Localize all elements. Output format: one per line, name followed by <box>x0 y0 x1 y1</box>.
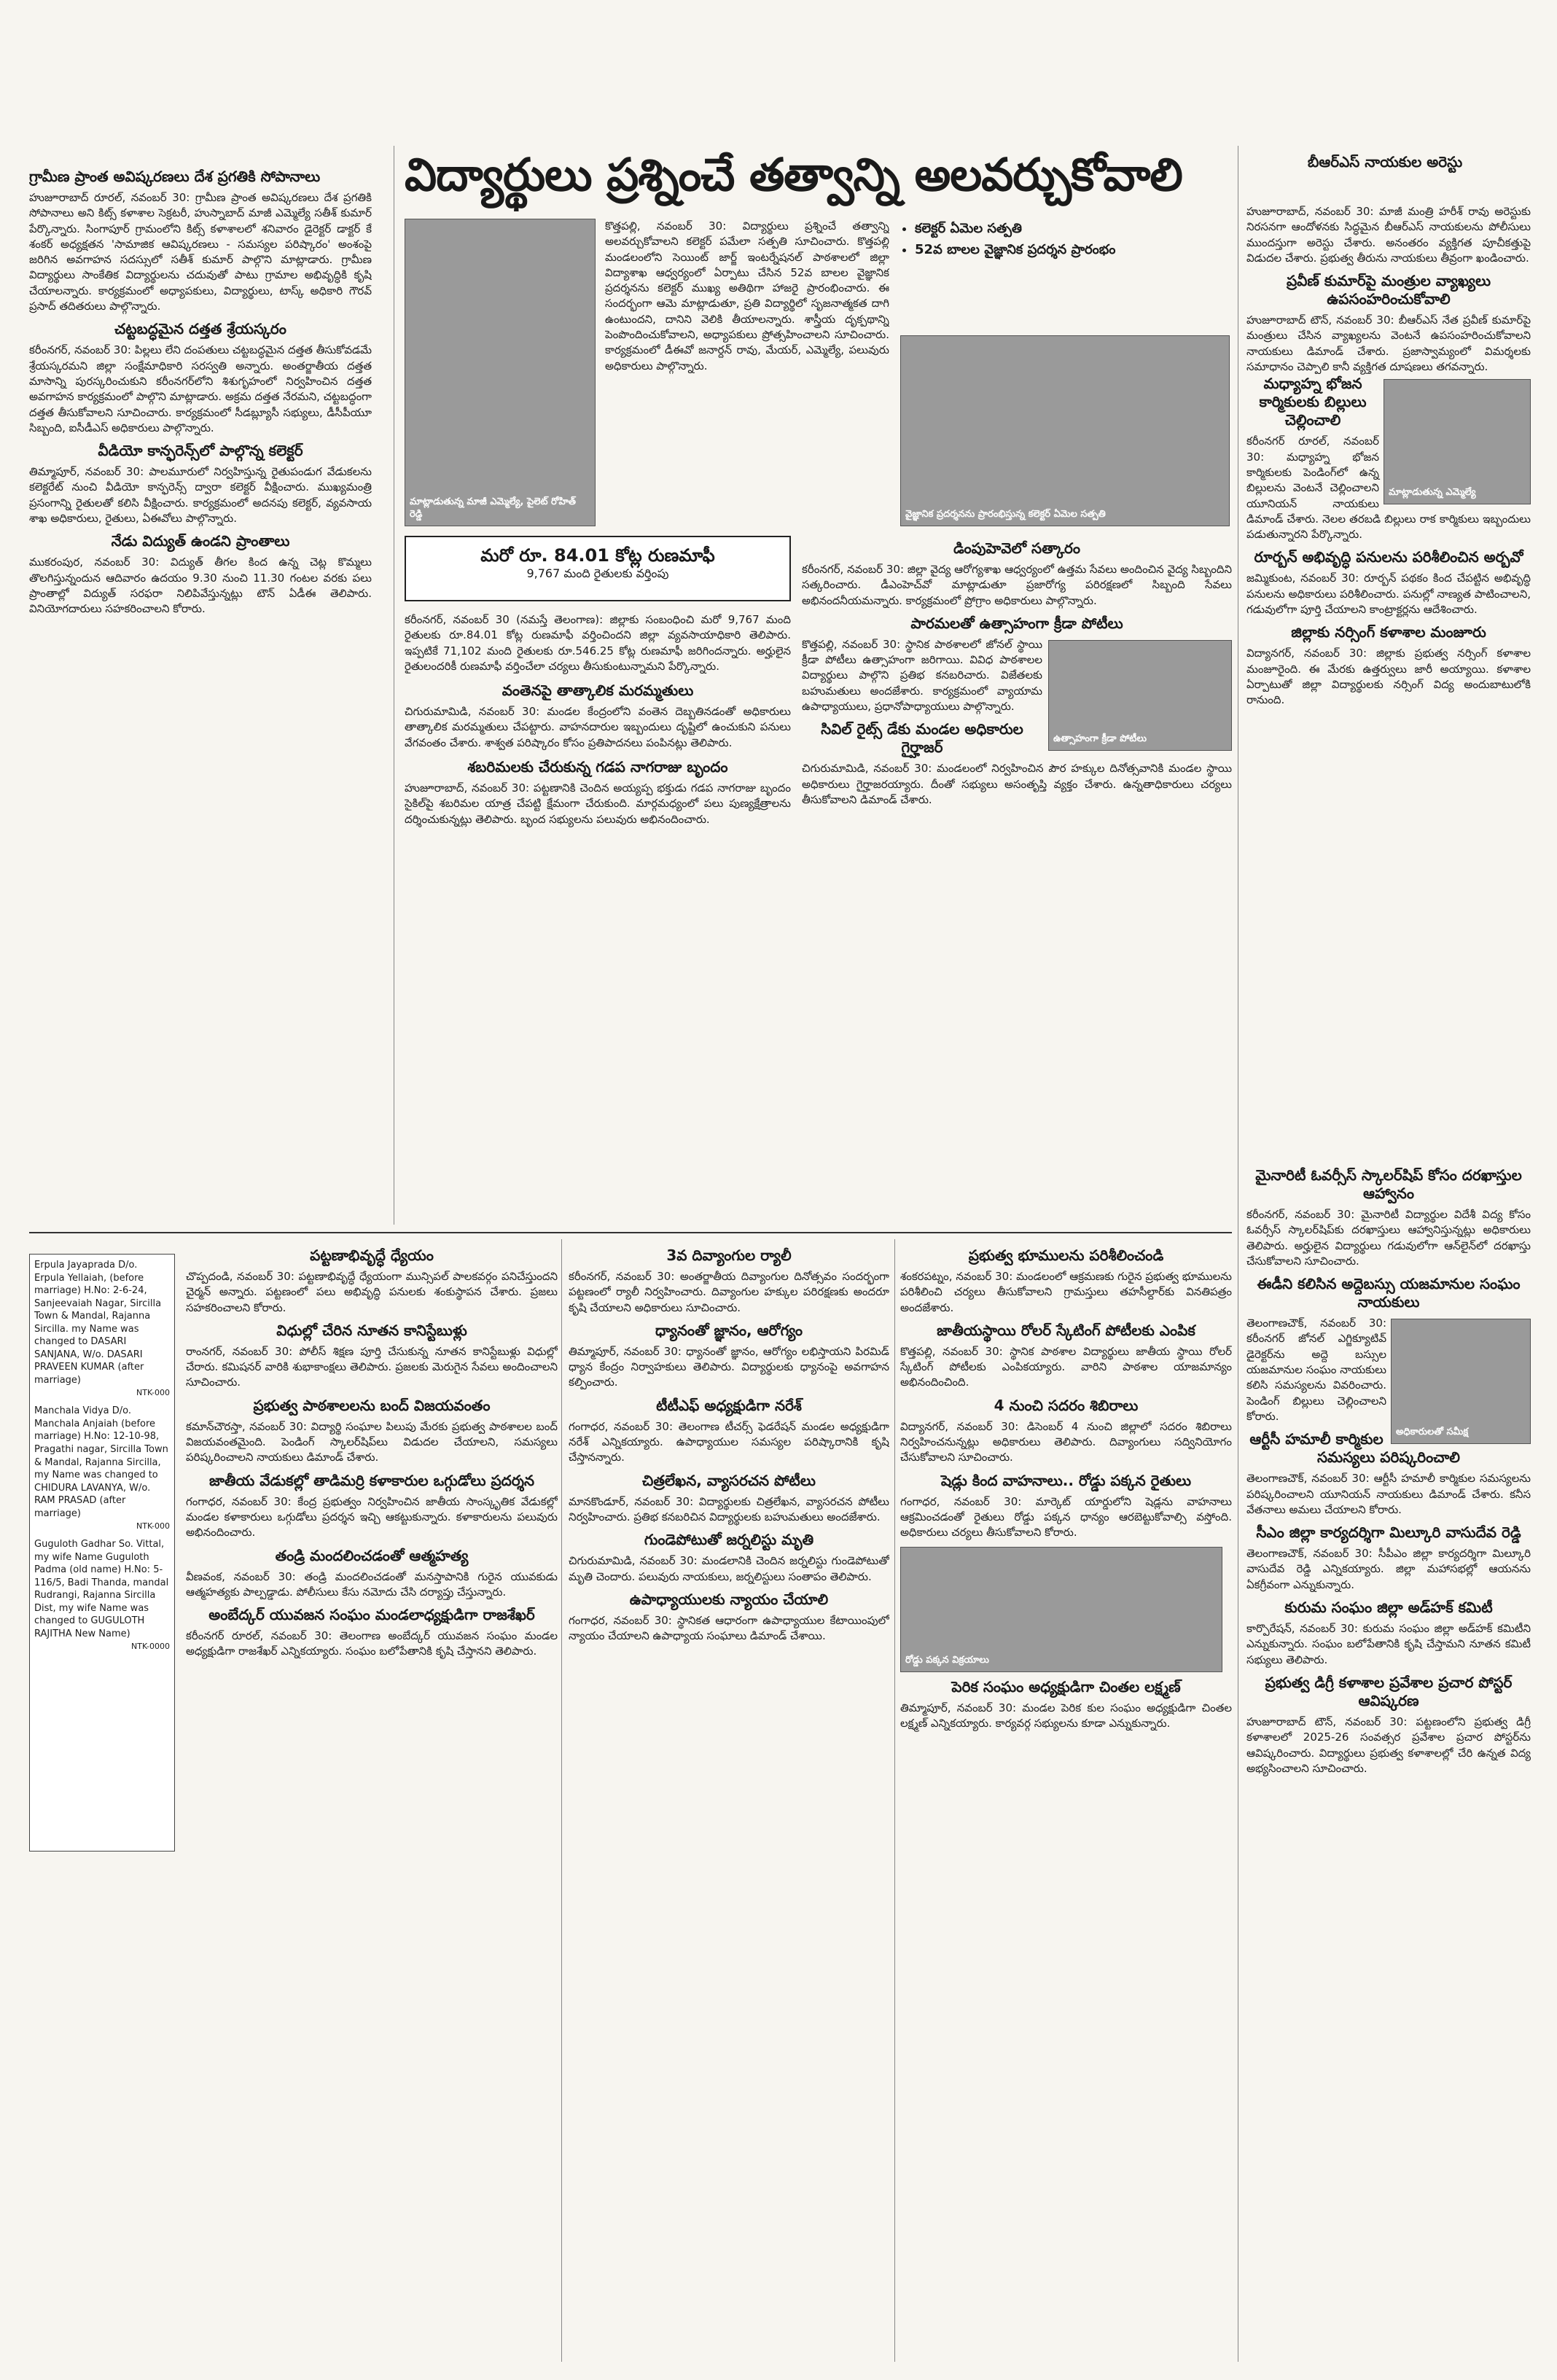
article-18: తెలంగాణచౌక్, నవంబర్ 30: ఆర్టీసీ హమాలీ కార్మికుల సమస్యలను పరిష్కరించాలని యూనియన్ నాయకులు డిమాండ్ చేశారు. కనీస వేతనాలు అమలు చేయాలని కోరారు. <box>1246 1472 1531 1516</box>
section-divider <box>29 1232 1232 1233</box>
classified-ads <box>29 1254 175 1852</box>
article-27: కరీంనగర్ రూరల్, నవంబర్ 30: తెలంగాణ అంబేద్కర్ యువజన సంఘం మండల అధ్యక్షుడిగా రాజశేఖర్ ఎన్నికయ్యారు. సంఘం బలోపేతానికి కృషి చేస్తానని తెలిపారు. <box>186 1629 558 1658</box>
loan-waiver-sub: 9,767 మంది రైతులకు వర్తింపు <box>526 566 669 580</box>
photo-former-mla <box>405 219 596 526</box>
headline-13: మధ్యాహ్న భోజన కార్మికులకు బిల్లులు చెల్లించాలి <box>1259 375 1367 429</box>
middle-right-column <box>802 539 1232 1181</box>
bullet-0: • కలెక్టర్ ఏమెల సత్పతి <box>915 219 1126 240</box>
article-19: తెలంగాణచౌక్, నవంబర్ 30: సీపీఎం జిల్లా కార్యదర్శిగా మిల్కూరి వాసుదేవ రెడ్డి ఎన్నికయ్యారు. జిల్లా మహాసభల్లో ఆయనను ఏకగ్రీవంగా ఎన్నుకున్నారు. <box>1246 1547 1531 1591</box>
article-2: తిమ్మాపూర్, నవంబర్ 30: పాలమూరులో నిర్వహిస్తున్న రైతుపండుగ వేడుకలను కలెక్టరేట్ నుంచి వీడియో కాన్ఫరెన్స్ ద్వారా కలెక్టర్ వీక్షించారు. ముఖ్యమంత్రి ప్రసంగాన్ని రైతులతో కలిసి వీక్షించారు. కార్యక్రమంలో అదనపు కలెక్టర్, వ్యవసాయ శాఖ అధికారులు, రైతులు, ఏఈవోలు పాల్గొన్నారు. <box>29 465 372 526</box>
article-23: రాంనగర్, నవంబర్ 30: పోలీస్ శిక్షణ పూర్తి చేసుకున్న నూతన కానిస్టేబుళ్లు విధుల్లో చేరారు. కమిషనర్ వారికి శుభాకాంక్షలు తెలిపారు. ప్రజలకు మెరుగైన సేవలు అందించాలని సూచించారు. <box>186 1344 558 1389</box>
headline-17: ఈడీని కలిసిన అద్దెబస్సు యజమానుల సంఘం నాయకులు <box>1257 1275 1521 1311</box>
photo-meeting <box>1391 1319 1531 1444</box>
headline-20: కురుమ సంఘం జిల్లా అడ్‌హక్ కమిటీ <box>1284 1599 1493 1617</box>
ad-1-code: NTK-000 <box>136 1521 170 1532</box>
article-21: హుజూరాబాద్ టౌన్, నవంబర్ 30: పట్టణంలోని ప్రభుత్వ డిగ్రీ కళాశాలలో 2025-26 సంవత్సర ప్రవేశాల ప్రచార పోస్టర్‌ను ఆవిష్కరించారు. విద్యార్థులు ప్రభుత్వ కళాశాలల్లో చేరి ఉన్నత విద్య అభ్యసించాలని సూచించారు. <box>1246 1714 1531 1775</box>
headline-29: ధ్యానంతో జ్ఞానం, ఆరోగ్యం <box>655 1321 803 1339</box>
article-5: కరీంనగర్, నవంబర్ 30 (నమస్తే తెలంగాణ): జిల్లాకు సంబంధించి మరో 9,767 మంది రైతులకు రూ.84.01 కోట్ల రుణమాఫీ వర్తించిందని జిల్లా వ్యవసాయాధికారి తెలిపారు. ఇప్పటికే 71,102 మంది రైతులకు రూ.546.25 కోట్ల రుణమాఫీ జరిగిందన్నారు. అర్హులైన రైతులందరికీ రుణమాఫీ వర్తించేలా చర్యలు తీసుకుంటున్నామని పేర్కొన్నారు. <box>405 613 791 673</box>
photo-caption: అధికారులతో సమీక్ష <box>1396 1427 1469 1438</box>
bullets-box <box>900 219 1126 328</box>
article-7: హుజూరాబాద్, నవంబర్ 30: పట్టణానికి చెందిన అయ్యప్ప భక్తుడు గడప నాగరాజు బృందం సైకిల్‌పై శబరిమల యాత్ర చేపట్టి క్షేమంగా చేరుకుంది. మార్గమధ్యంలో పలు పుణ్యక్షేత్రాలను దర్శించుకున్నట్లు తెలిపారు. బృంద సభ్యులను పలువురు అభినందించారు. <box>405 781 791 826</box>
column-rule <box>561 1239 562 2362</box>
headline-23: విధుల్లో చేరిన నూతన కానిస్టేబుళ్లు <box>276 1321 467 1339</box>
article-10: చిగురుమామిడి, నవంబర్ 30: మండలంలో నిర్వహించిన పౌర హక్కుల దినోత్సవానికి మండల స్థాయి అధికారులు గైర్హాజరయ్యారు. దీంతో సభ్యులు అసంతృప్తి వ్యక్తం చేశారు. ఉన్నతాధికారులు చర్యలు తీసుకోవాలని డిమాండ్ చేశారు. <box>802 762 1232 806</box>
headline-32: గుండెపోటుతో జర్నలిస్టు మృతి <box>644 1531 814 1549</box>
article-37: గంగాధర, నవంబర్ 30: మార్కెట్ యార్డులోని షెడ్లను వాహనాలు ఆక్రమించడంతో రైతులు రోడ్డు పక్కన ధాన్యం ఆరబెట్టుకోవాల్సి వస్తోంది. అధికారులు చర్యలు తీసుకోవాలని కోరారు. <box>900 1494 1232 1540</box>
article-38: తిమ్మాపూర్, నవంబర్ 30: మండల పెరిక కుల సంఘం అధ్యక్షుడిగా చింతల లక్ష్మణ్ ఎన్నికయ్యారు. కార్యవర్గ సభ్యులను కూడా ఎన్నుకున్నారు. <box>900 1701 1232 1730</box>
middle-left-column <box>405 612 791 1181</box>
article-11: హుజూరాబాద్, నవంబర్ 30: మాజీ మంత్రి హరీశ్ రావు అరెస్టుకు నిరసనగా ఆందోళనకు సిద్ధమైన బీఆర్‌ఎస్ నాయకులను పోలీసులు ముందస్తుగా అరెస్టు చేశారు. అనంతరం వ్యక్తిగత పూచీకత్తుపై విడుదల చేశారు. ప్రభుత్వ తీరును నాయకులు తీవ్రంగా ఖండించారు. <box>1246 205 1531 265</box>
article-16: కరీంనగర్, నవంబర్ 30: మైనారిటీ విద్యార్థుల విదేశీ విద్య కోసం ఓవర్సీస్ స్కాలర్‌షిప్‌కు దరఖాస్తులు ఆహ్వానిస్తున్నట్లు అధికారులు తెలిపారు. అర్హులైన విద్యార్థులు గడువులోగా ఆన్‌లైన్‌లో దరఖాస్తు చేసుకోవాలని సూచించారు. <box>1246 1208 1531 1268</box>
article-13: కరీంనగర్ రూరల్, నవంబర్ 30: మధ్యాహ్న భోజన కార్మికులకు పెండింగ్‌లో ఉన్న బిల్లులను వెంటనే చెల్లించాలని యూనియన్ నాయకులు డిమాండ్ చేశారు. నెలల తరబడి బిల్లులు రాక కార్మికులు ఇబ్బందులు పడుతున్నారని పేర్కొన్నారు. <box>1246 434 1531 542</box>
lower-col-3 <box>900 1246 1232 2362</box>
top-right-headline-box <box>1246 153 1523 182</box>
article-8: కరీంనగర్, నవంబర్ 30: జిల్లా వైద్య ఆరోగ్యశాఖ ఆధ్వర్యంలో ఉత్తమ సేవలు అందించిన వైద్య సిబ్బందిని సత్కరించారు. డీఎంహెచ్‌వో మాట్లాడుతూ ప్రజారోగ్య పరిరక్షణలో సిబ్బంది సేవలు అభినందనీయమన్నారు. కార్యక్రమంలో ప్రోగ్రాం అధికారులు పాల్గొన్నారు. <box>802 563 1232 607</box>
headline-10: సివిల్ రైట్స్ డేకు మండల అధికారుల గైర్హాజర్ <box>821 720 1023 757</box>
headline-31: చిత్రలేఖన, వ్యాసరచన పోటీలు <box>642 1471 816 1489</box>
headline-0: గ్రామీణ ప్రాంత అవిష్కరణలు దేశ ప్రగతికి సోపానాలు <box>29 168 321 185</box>
headline-36: 4 నుంచి సదరం శిబిరాలు <box>994 1396 1139 1414</box>
photo-caption: మాట్లాడుతున్న మాజీ ఎమ్మెల్యే, పైలెట్ రోహిత్ రెడ్డి <box>410 496 577 520</box>
top-right-headline: బీఆర్‌ఎస్ నాయకుల అరెస్టు <box>1307 153 1463 171</box>
headline-14: రూర్బన్ అభివృద్ధి పనులను పరిశీలించిన అర్బవో <box>1254 548 1523 566</box>
lower-right-column <box>1246 1166 1531 2362</box>
article-32: చిగురుమామిడి, నవంబర్ 30: మండలానికి చెందిన జర్నలిస్టు గుండెపోటుతో మృతి చెందారు. పలువురు నాయకులు, జర్నలిస్టులు సంతాపం తెలిపారు. <box>569 1554 889 1583</box>
photo-science-fair <box>900 335 1230 526</box>
ad-1: Manchala Vidya D/o. Manchala Anjaiah (before marriage) H.No: 12-10-98, Pragathi nagar, Sircilla Town & Mandal, Rajanna Sircilla, my Name was changed to CHIDURA LAVANYA, W/o. RAM PRASAD (after marriage) <box>34 1405 168 1519</box>
column-rule <box>894 1239 895 2362</box>
headline-33: ఉపాధ్యాయులకు న్యాయం చేయాలి <box>629 1590 829 1608</box>
article-26: వీణవంక, నవంబర్ 30: తండ్రి మందలించడంతో మనస్తాపానికి గురైన యువకుడు ఆత్మహత్యకు పాల్పడ్డాడు. పోలీసులు కేసు నమోదు చేసి దర్యాప్తు చేస్తున్నారు. <box>186 1569 558 1599</box>
article-12: హుజూరాబాద్ టౌన్, నవంబర్ 30: బీఆర్‌ఎస్ నేత ప్రవీణ్ కుమార్‌పై మంత్రులు చేసిన వ్యాఖ్యలను వెంటనే ఉపసంహరించుకోవాలని నాయకులు డిమాండ్ చేశారు. ప్రజాస్వామ్యంలో విమర్శలకు సమాధానం చెప్పాలి కానీ వ్యక్తిగత దూషణలు తగవన్నారు. <box>1246 313 1531 374</box>
headline-15: జిల్లాకు నర్సింగ్ కళాశాల మంజూరు <box>1291 623 1486 641</box>
article-3: ముకరంపుర, నవంబర్ 30: విద్యుత్ తీగల కింద ఉన్న చెట్ల కొమ్మలు తొలగిస్తున్నందున ఆదివారం ఉదయం 9.30 నుంచి 11.30 గంటల వరకు పలు ప్రాంతాల్లో విద్యుత్ సరఫరా నిలిపివేస్తున్నట్లు టౌన్ ఏడీఈ తెలిపారు. వినియోగదారులు సహకరించాలని కోరారు. <box>29 555 372 616</box>
article-24: కమాన్‌చౌరస్తా, నవంబర్ 30: విద్యార్థి సంఘాల పిలుపు మేరకు ప్రభుత్వ పాఠశాలల బంద్ విజయవంతమైంది. పెండింగ్ స్కాలర్‌షిప్‌లు విడుదల చేయాలని, సమస్యలు పరిష్కరించాలని నాయకులు డిమాండ్ చేశారు. <box>186 1419 558 1464</box>
headline-3: నేడు విద్యుత్ ఉండని ప్రాంతాలు <box>111 532 290 550</box>
article-6: చిగురుమామిడి, నవంబర్ 30: మండల కేంద్రంలోని వంతెన దెబ్బతినడంతో అధికారులు తాత్కాలిక మరమ్మతులు చేపట్టారు. వాహనదారుల ఇబ్బందులు దృష్టిలో ఉంచుకుని పనులు వేగవంతం చేశారు. శాశ్వత పరిష్కారం కోసం ప్రతిపాదనలు పంపినట్లు తెలిపారు. <box>405 705 791 749</box>
headline-38: పెరిక సంఘం అధ్యక్షుడిగా చింతల లక్ష్మణ్ <box>951 1677 1181 1696</box>
headline-34: ప్రభుత్వ భూములను పరిశీలించండి <box>968 1246 1164 1264</box>
headline-8: డింపుహెవెలో సత్కారం <box>953 539 1080 557</box>
headline-19: సీఎం జిల్లా కార్యదర్శిగా మిల్కూరి వాసుదేవ రెడ్డి <box>1256 1523 1521 1542</box>
article-22: చొప్పదండి, నవంబర్ 30: పట్టణాభివృద్ధే ధ్యేయంగా మున్సిపల్ పాలకవర్గం పనిచేస్తుందని చైర్మన్ అన్నారు. పట్టణంలో పలు అభివృద్ధి పనులకు శంకుస్థాపన చేశారు. ప్రజలు సహకరించాలని కోరారు. <box>186 1270 558 1314</box>
headline-9: పారమలతో ఉత్సాహంగా క్రీడా పోటీలు <box>910 614 1123 632</box>
loan-waiver-title: మరో రూ. 84.01 కోట్ల రుణమాఫీ <box>480 545 715 566</box>
article-20: కార్పొరేషన్, నవంబర్ 30: కురుమ సంఘం జిల్లా అడ్‌హక్ కమిటీని ఎన్నుకున్నారు. సంఘం బలోపేతానికి కృషి చేస్తామని నూతన కమిటీ సభ్యులు తెలిపారు. <box>1246 1622 1531 1666</box>
bullet-1: • 52వ బాలల వైజ్ఞానిక ప్రదర్శన ప్రారంభం <box>915 240 1126 261</box>
loan-waiver-banner <box>405 536 791 601</box>
headline-37: షెడ్లు కింద వాహనాలు.. రోడ్డు పక్కన రైతులు <box>940 1471 1192 1489</box>
headline-35: జాతీయస్థాయి రోలర్ స్కేటింగ్ పోటీలకు ఎంపిక <box>937 1321 1195 1339</box>
photo-caption: మాట్లాడుతున్న ఎమ్మెల్యే <box>1389 487 1476 499</box>
article-31: మానకొండూర్, నవంబర్ 30: విద్యార్థులకు చిత్రలేఖన, వ్యాసరచన పోటీలు నిర్వహించారు. ప్రతిభ కనబరిచిన విద్యార్థులకు బహుమతులు అందజేశారు. <box>569 1494 889 1523</box>
article-29: తిమ్మాపూర్, నవంబర్ 30: ధ్యానంతో జ్ఞానం, ఆరోగ్యం లభిస్తాయని పిరమిడ్ ధ్యాన కేంద్రం నిర్వాహకులు తెలిపారు. విద్యార్థులకు ధ్యానంపై అవగాహన కల్పించారు. <box>569 1344 889 1389</box>
headline-16: మైనారిటీ ఓవర్సీస్ స్కాలర్‌షిప్ కోసం దరఖాస్తుల ఆహ్వానం <box>1255 1166 1522 1202</box>
photo-roadside <box>900 1547 1222 1672</box>
article-0: హుజూరాబాద్ రూరల్, నవంబర్ 30: గ్రామీణ ప్రాంత అవిష్కరణలు దేశ ప్రగతికి సోపానాలు అని కిట్స్ కళాశాల సెక్రటరీ, హుస్నాబాద్ మాజీ ఎమ్మెల్యే సతీశ్ కుమార్ పేర్కొన్నారు. సింగాపూర్ గ్రామంలోని కిట్స్ కళాశాలలో శనివారం డైరెక్టర్ డాక్టర్ కే శంకర్ అధ్యక్షతన 'సామాజిక ఆవిష్కరణలు - సమస్యల పరిష్కారం' అంశంపై జరిగిన అవగాహన సదస్సులో సతీశ్ కుమార్ పాల్గొని మాట్లాడారు. గ్రామీణ విద్యార్థులు సాంకేతిక విద్యార్థులను చదువుతో పాటు గ్రామాల అభివృద్ధికి కృషి చేయాలన్నారు. కార్యక్రమంలో అధ్యాపకులు, విద్యార్థులు, టాస్క్ అధికారి గౌరవ్ ప్రసాద్ తదితరులు పాల్గొన్నారు. <box>29 191 372 313</box>
lower-col-1 <box>186 1246 558 2362</box>
article-9: కొత్తపల్లి, నవంబర్ 30: స్థానిక పాఠశాలలో జోనల్ స్థాయి క్రీడా పోటీలు ఉత్సాహంగా జరిగాయి. వివిధ పాఠశాలల విద్యార్థులు పాల్గొని ప్రతిభ కనబరిచారు. విజేతలకు బహుమతులు అందజేశారు. కార్యక్రమంలో వ్యాయామ ఉపాధ్యాయులు, ప్రధానోపాధ్యాయులు పాల్గొన్నారు. <box>802 637 1042 714</box>
headline-7: శబరిమలకు చేరుకున్న గడప నాగరాజు బృందం <box>467 758 728 776</box>
headline-27: అంబేద్కర్ యువజన సంఘం మండలాధ్యక్షుడిగా రాజశేఖర్ <box>208 1606 535 1624</box>
headline-24: ప్రభుత్వ పాఠశాలలను బంద్ విజయవంతం <box>253 1396 491 1414</box>
headline-6: వంతెనపై తాత్కాలిక మరమ్మతులు <box>502 682 694 700</box>
headline-18: ఆర్టీసీ హమాలీ కార్మికుల సమస్యలు పరిష్కరించాలి <box>1249 1430 1460 1467</box>
main-headline: విద్యార్థులు ప్రశ్నించే తత్వాన్ని అలవర్చుకోవాలి <box>405 148 1182 201</box>
article-28: కరీంనగర్, నవంబర్ 30: అంతర్జాతీయ దివ్యాంగుల దినోత్సవం సందర్భంగా పట్టణంలో ర్యాలీ నిర్వహించారు. దివ్యాంగుల హక్కుల పరిరక్షణకు అందరూ కృషి చేయాలని అధికారులు సూచించారు. <box>569 1270 889 1314</box>
headline-25: జాతీయ వేడుకల్లో తాడిమర్రి కళాకారుల ఒగ్గుడోలు ప్రదర్శన <box>208 1471 535 1489</box>
headline-21: ప్రభుత్వ డిగ్రీ కళాశాల ప్రవేశాల ప్రచార పోస్టర్ ఆవిష్కరణ <box>1265 1673 1513 1709</box>
article-33: గంగాధర, నవంబర్ 30: స్థానికత ఆధారంగా ఉపాధ్యాయుల కేటాయింపులో న్యాయం చేయాలని ఉపాధ్యాయ సంఘాలు డిమాండ్ చేశాయి. <box>569 1613 889 1643</box>
article-17: తెలంగాణచౌక్, నవంబర్ 30: కరీంనగర్ జోనల్ ఎగ్జిక్యూటివ్ డైరెక్టర్‌ను అద్దె బస్సుల యజమానుల సంఘం నాయకులు కలిసి సమస్యలను వివరించారు. పెండింగ్ బిల్లులు చెల్లించాలని కోరారు. <box>1246 1316 1386 1423</box>
photo-sports <box>1048 640 1232 751</box>
ad-2-code: NTK-0000 <box>131 1642 170 1652</box>
article-25: గంగాధర, నవంబర్ 30: కేంద్ర ప్రభుత్వం నిర్వహించిన జాతీయ సాంస్కృతిక వేడుకల్లో మండల కళాకారులు ఒగ్గుడోలు ప్రదర్శన ఇచ్చి ఆకట్టుకున్నారు. కళాకారులను పలువురు అభినందించారు. <box>186 1494 558 1540</box>
ad-2: Guguloth Gadhar So. Vittal, my wife Name Guguloth Padma (old name) H.No: 5-116/5, Badi Thanda, mandal Rudrangi, Rajanna Sircilla Dist, my wife Name was changed to GUGULOTH RAJITHA New Name) <box>34 1539 169 1639</box>
ad-0: Erpula Jayaprada D/o. Erpula Yellaiah, (before marriage) H.No: 2-6-24, Sanjeevaiah Nagar, Sircilla Town & Mandal, Rajanna Sircilla. my Name was changed to DASARI SANJANA, W/o. DASARI PRAVEEN KUMAR (after marriage) <box>34 1260 162 1386</box>
article-34: శంకరపట్నం, నవంబర్ 30: మండలంలో ఆక్రమణకు గురైన ప్రభుత్వ భూములను పరిశీలించి చర్యలు తీసుకోవాలని గ్రామస్తులు తహసీల్దార్‌కు వినతిపత్రం అందజేశారు. <box>900 1270 1232 1314</box>
article-4: కొత్తపల్లి, నవంబర్ 30: విద్యార్థులు ప్రశ్నించే తత్వాన్ని అలవర్చుకోవాలని కలెక్టర్ పమేలా సత్పతి సూచించారు. కొత్తపల్లి మండలంలోని సెయింట్ జార్జ్ ఇంటర్నేషనల్ పాఠశాలలో జిల్లా విద్యాశాఖ ఆధ్వర్యంలో ఏర్పాటు చేసిన 52వ బాలల వైజ్ఞానిక ప్రదర్శనను కలెక్టర్ ముఖ్య అతిథిగా హాజరై ప్రారంభించారు. ఈ సందర్భంగా ఆమె మాట్లాడుతూ, ప్రతి విద్యార్థిలో సృజనాత్మకత దాగి ఉంటుందని, దానిని వెలికి తీయాలన్నారు. శాస్త్రీయ దృక్పథాన్ని పెంపొందించుకోవాలని, అధ్యాపకులు ప్రోత్సహించాలని సూచించారు. కార్యక్రమంలో డీఈవో జనార్దన్ రావు, మేయర్, ఎమ్మెల్యే, పలువురు అధికారులు పాల్గొన్నారు. <box>605 219 889 372</box>
headline-26: తండ్రి మందలించడంతో ఆత్మహత్య <box>275 1546 469 1564</box>
headline-28: 3వ దివ్యాంగుల ర్యాలీ <box>666 1246 792 1264</box>
right-column <box>1246 204 1531 1152</box>
headline-22: పట్టణాభివృద్ధే ధ్యేయం <box>310 1246 434 1264</box>
article-36: విద్యానగర్, నవంబర్ 30: డిసెంబర్ 4 నుంచి జిల్లాలో సదరం శిబిరాలు నిర్వహించనున్నట్లు అధికారులు తెలిపారు. దివ్యాంగులు సద్వినియోగం చేసుకోవాలని సూచించారు. <box>900 1419 1232 1464</box>
article-15: విద్యానగర్, నవంబర్ 30: జిల్లాకు ప్రభుత్వ నర్సింగ్ కళాశాల మంజూరైంది. ఈ మేరకు ఉత్తర్వులు జారీ అయ్యాయి. కళాశాల ఏర్పాటుతో జిల్లా విద్యార్థులకు నర్సింగ్ విద్య అందుబాటులోకి రానుంది. <box>1246 647 1531 707</box>
headline-2: వీడియో కాన్ఫరెన్స్‌లో పాల్గొన్న కలెక్టర్ <box>98 442 303 460</box>
article-1: కరీంనగర్, నవంబర్ 30: పిల్లలు లేని దంపతులు చట్టబద్ధమైన దత్తత తీసుకోవడమే శ్రేయస్కరమని జిల్లా సంక్షేమాధికారి సరస్వతి అన్నారు. అంతర్జాతీయ దత్తత మాసాన్ని పురస్కరించుకుని కరీంనగర్‌లోని శిశుగృహంలో నిర్వహించిన దత్తత అవగాహన కార్యక్రమంలో పాల్గొని మాట్లాడారు. అక్రమ దత్తత నేరమని, చట్టబద్ధంగా దత్తత తీసుకోవాలని సూచించారు. కార్యక్రమంలో సీడబ్ల్యూసీ సభ్యులు, డీసీపీయూ సిబ్బంది, ఐసీడీఎస్ అధికారులు పాల్గొన్నారు. <box>29 343 372 434</box>
photo-caption: రోడ్డు పక్కన విక్రయాలు <box>905 1654 989 1666</box>
headline-30: టీటీఎఫ్ అధ్యక్షుడిగా నరేశ్ <box>656 1396 802 1414</box>
main-article <box>605 219 889 525</box>
article-14: జమ్మికుంట, నవంబర్ 30: రూర్బన్ పథకం కింద చేపట్టిన అభివృద్ధి పనులను అధికారులు పరిశీలించారు. పనుల్లో నాణ్యత పాటించాలని, గడువులోగా పూర్తి చేయాలని కాంట్రాక్టర్లను ఆదేశించారు. <box>1246 571 1531 617</box>
article-35: కొత్తపల్లి, నవంబర్ 30: స్థానిక పాఠశాల విద్యార్థులు జాతీయ స్థాయి రోలర్ స్కేటింగ్ పోటీలకు ఎంపికయ్యారు. వారిని పాఠశాల యాజమాన్యం అభినందించింది. <box>900 1344 1232 1389</box>
photo-mla <box>1384 379 1531 504</box>
left-column <box>29 168 372 1225</box>
article-30: గంగాధర, నవంబర్ 30: తెలంగాణ టీచర్స్ ఫెడరేషన్ మండల అధ్యక్షుడిగా నరేశ్ ఎన్నికయ్యారు. ఉపాధ్యాయుల సమస్యల పరిష్కారానికి కృషి చేస్తానన్నారు. <box>569 1419 889 1464</box>
ad-0-code: NTK-000 <box>136 1388 170 1398</box>
headline-1: చట్టబద్ధమైన దత్తత శ్రేయస్కరం <box>114 320 286 338</box>
photo-caption: వైజ్ఞానిక ప్రదర్శనను ప్రారంభిస్తున్న కలెక్టర్ ఏమెల సత్పతి <box>905 509 1106 520</box>
lower-col-2 <box>569 1246 889 2362</box>
photo-caption: ఉత్సాహంగా క్రీడా పోటీలు <box>1053 733 1147 744</box>
headline-12: ప్రవీణ్ కుమార్‌పై మంత్రుల వ్యాఖ్యలు ఉపసంహరించుకోవాలి <box>1286 272 1491 308</box>
